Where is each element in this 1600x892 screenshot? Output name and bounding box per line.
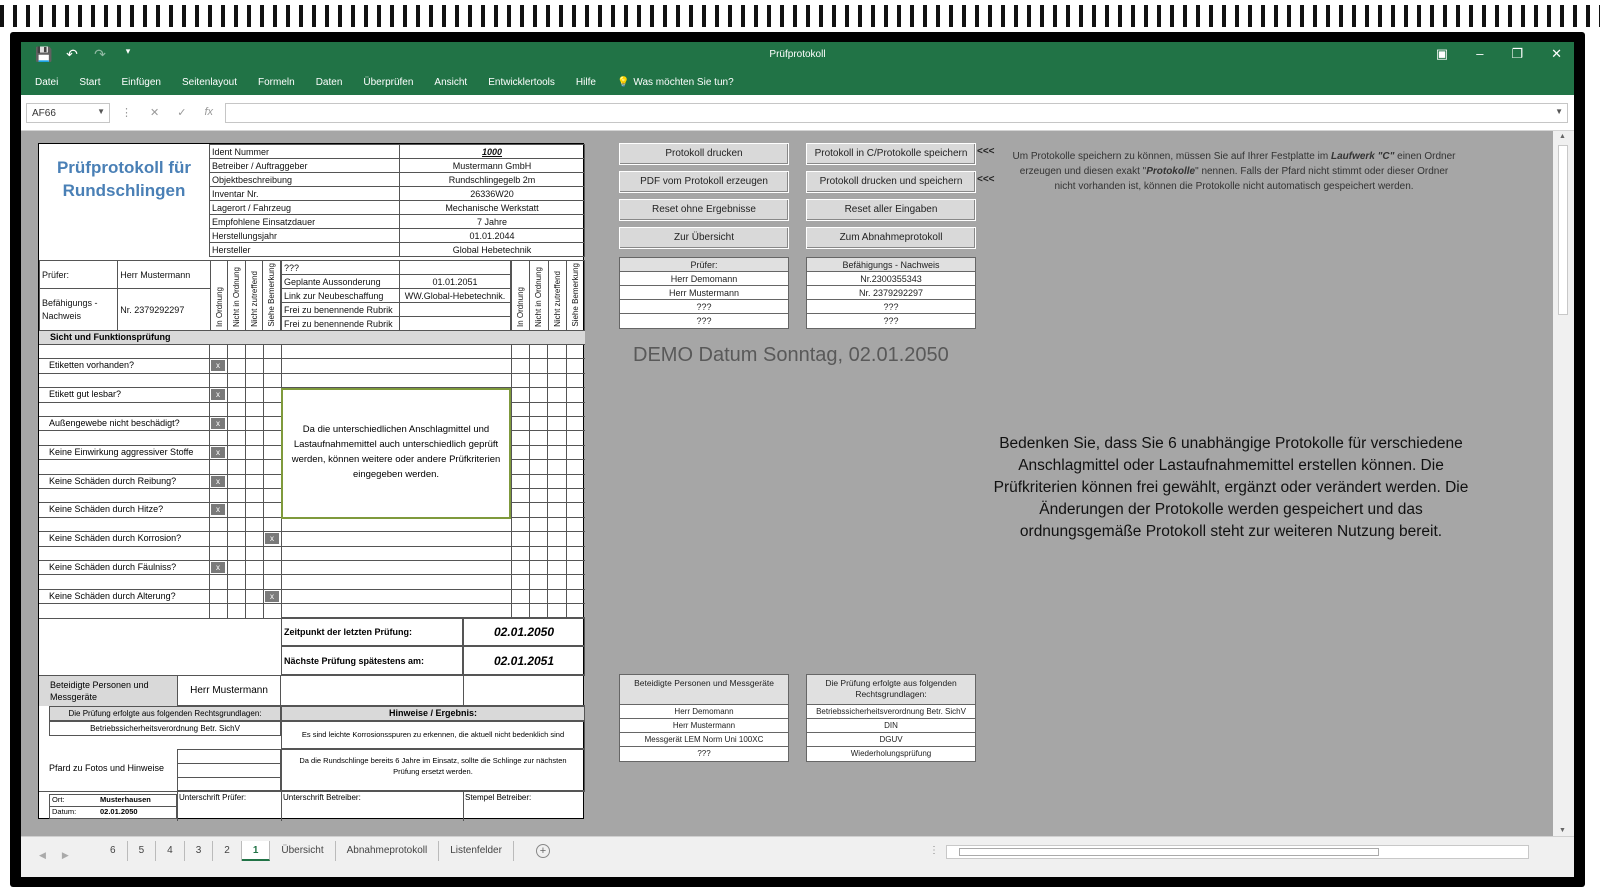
hint-2[interactable]: Da die Rundschlinge bereits 6 Jahre im Einsatz, sollte die Schlinge zur nächsten Prüfung ersetzt werden. xyxy=(281,749,585,791)
col-header-ok: In Ordnung xyxy=(214,286,224,327)
extra-table xyxy=(281,260,511,331)
extra-row xyxy=(282,275,511,289)
scroll-down-icon[interactable]: ▼ xyxy=(1559,827,1566,834)
last-check-value[interactable]: 02.01.2050 xyxy=(463,617,585,646)
sig-betreiber[interactable]: Unterschrift Betreiber: xyxy=(281,792,463,821)
check-mark[interactable]: x xyxy=(211,418,225,429)
menu-datei[interactable]: Datei xyxy=(35,77,59,88)
next-check-value[interactable]: 02.01.2051 xyxy=(463,646,585,675)
info-row xyxy=(210,173,585,187)
function-icon[interactable]: fx xyxy=(204,106,213,118)
sheet-tab[interactable]: 4 xyxy=(156,841,185,861)
hints-header: Hinweise / Ergebnis: xyxy=(281,706,585,721)
list-item[interactable]: Herr Demomann xyxy=(620,705,788,719)
list-item[interactable]: Wiederholungsprüfung xyxy=(850,749,932,758)
protocol-sheet xyxy=(38,143,584,819)
undo-icon[interactable]: ↶ xyxy=(66,46,78,62)
info-row xyxy=(210,243,585,257)
list-item[interactable]: ??? xyxy=(620,300,788,314)
col-header-not-ok: Nicht in Ordnung xyxy=(232,266,242,327)
list-item[interactable]: ??? xyxy=(697,749,711,758)
list-item[interactable]: Herr Demomann xyxy=(620,272,788,286)
sig-pruefer[interactable]: Unterschrift Prüfer: xyxy=(177,792,281,821)
befaehigung-list xyxy=(806,257,976,329)
tab-prev-icon[interactable]: ◀ xyxy=(39,850,46,860)
menu-ueberpruefen[interactable]: Überprüfen xyxy=(363,77,414,88)
menu-daten[interactable]: Daten xyxy=(315,77,343,88)
info-label: Ident Nummer xyxy=(210,145,400,159)
ribbon xyxy=(21,42,1574,95)
sheet-tab[interactable]: 3 xyxy=(185,841,214,861)
check-mark[interactable]: x xyxy=(211,360,225,371)
name-box[interactable] xyxy=(26,103,110,123)
list-header: Befähigungs - Nachweis xyxy=(807,258,975,272)
extra-value[interactable] xyxy=(400,261,511,275)
worksheet-area[interactable] xyxy=(21,131,1553,836)
info-box-text: Da die unterschiedlichen Anschlagmittel und Lastaufnahmemittel auch unterschiedlich geprüft werden, können weitere oder andere Prüfkriterien eingegeben werden. xyxy=(291,424,501,480)
check-mark[interactable]: x xyxy=(265,591,279,602)
tab-nav xyxy=(39,850,69,861)
check-mark[interactable]: x xyxy=(211,562,225,573)
menu-einfuegen[interactable]: Einfügen xyxy=(121,77,161,88)
sheet-tab[interactable]: Übersicht xyxy=(270,841,335,861)
tab-next-icon[interactable]: ▶ xyxy=(61,850,69,860)
list-item[interactable]: ??? xyxy=(807,300,975,314)
window-controls xyxy=(1436,46,1562,62)
chevron-down-icon: ▼ xyxy=(97,107,105,116)
big-note: Bedenken Sie, dass Sie 6 unabhängige Protokolle für verschiedene Anschlagmittel oder Lastaufnahmemittel erstellen können. Die Prüfkriterien können frei gewählt, ergänzt oder verändert werden. Die Änderungen der Protokolle werden gespeichert und das ordnungsgemäße Protokoll steht zur weiteren Nutzung bereit. xyxy=(993,435,1469,540)
print-button[interactable]: Protokoll drucken xyxy=(619,143,789,165)
info-table xyxy=(209,144,585,257)
menu-formeln[interactable]: Formeln xyxy=(258,77,295,88)
demo-date: DEMO Datum Sonntag, 02.01.2050 xyxy=(633,344,949,366)
cancel-icon[interactable]: ✕ xyxy=(150,107,160,119)
ribbon-display-icon[interactable]: ▣ xyxy=(1435,46,1449,61)
info-label: Hersteller xyxy=(210,243,400,257)
split-handle-icon[interactable]: ⋮ xyxy=(929,845,939,856)
sheet-tabs-bar xyxy=(21,836,1574,877)
check-mark[interactable]: x xyxy=(211,389,225,400)
extra-label: Frei zu benennende Rubrik xyxy=(282,317,400,331)
hscroll-thumb[interactable] xyxy=(959,848,1379,856)
legal-header: Die Prüfung erfolgte aus folgenden Rechtsgrundlagen: xyxy=(49,706,281,721)
reset-no-results-button[interactable]: Reset ohne Ergebnisse xyxy=(619,199,789,221)
list-header: Beteidigte Personen und Messgeräte xyxy=(620,675,788,705)
persons-value[interactable]: Herr Mustermann xyxy=(177,676,281,706)
info-value[interactable]: 7 Jahre xyxy=(400,215,585,229)
section-header xyxy=(39,330,585,345)
check-row xyxy=(39,575,585,589)
persons-label: Beteidigte Personen und Messgeräte xyxy=(39,676,177,706)
customize-qat-icon[interactable]: ▾ xyxy=(125,46,131,56)
tab-row xyxy=(99,841,550,861)
check-label: Keine Schäden durch Hitze? xyxy=(49,504,207,514)
info-label: Inventar Nr. xyxy=(210,187,400,201)
info-row xyxy=(210,187,585,201)
stempel[interactable]: Stempel Betreiber: xyxy=(463,792,585,821)
check-mark[interactable]: x xyxy=(265,533,279,544)
date-block xyxy=(281,617,585,675)
menu-bar xyxy=(21,70,1574,95)
sheet-tab[interactable]: 1 xyxy=(242,841,271,861)
redo-icon[interactable]: ↷ xyxy=(94,46,106,62)
overview-button[interactable]: Zur Übersicht xyxy=(619,227,789,249)
menu-hilfe[interactable]: Hilfe xyxy=(575,77,596,88)
info-value[interactable]: Rundschlingegelb 2m xyxy=(400,173,585,187)
list-item[interactable]: Nr.2300355343 xyxy=(807,272,975,286)
spiral-binding xyxy=(0,0,1600,32)
lightbulb-icon: 💡 xyxy=(616,77,630,88)
info-row xyxy=(210,229,585,243)
expand-formula-icon[interactable]: ▼ xyxy=(1555,107,1563,116)
check-label: Keine Schäden durch Fäulniss? xyxy=(49,562,207,572)
title-bar xyxy=(21,42,1574,70)
extra-value[interactable]: WW.Global-Hebetechnik. xyxy=(400,289,511,303)
col-header-na: Nicht zutreffend xyxy=(249,270,259,327)
formula-icons xyxy=(121,106,213,119)
info-value[interactable]: Mechanische Werkstatt xyxy=(400,201,585,215)
tell-me-label: Was möchten Sie tun? xyxy=(633,77,734,88)
tell-me[interactable] xyxy=(617,77,734,88)
check-label: Keine Einwirkung aggressiver Stoffe xyxy=(49,447,207,457)
legal-list xyxy=(806,674,976,762)
info-value[interactable]: Global Hebetechnik xyxy=(400,243,585,257)
befaehigung-label: Befähigungs - Nachweis xyxy=(40,289,118,331)
check-label: Etiketten vorhanden? xyxy=(49,360,207,370)
section-title: Sicht und Funktionsprüfung xyxy=(50,332,171,342)
check-label: Außengewebe nicht beschädigt? xyxy=(49,418,207,428)
arrow-marker-1: <<< xyxy=(977,146,995,157)
persons-list xyxy=(619,674,789,762)
extra-label: Frei zu benennende Rubrik xyxy=(282,303,400,317)
legal-value: Betriebssicherheitsverordnung Betr. SichV xyxy=(49,721,281,736)
minimize-icon[interactable]: – xyxy=(1476,46,1484,61)
check-row xyxy=(39,547,585,561)
col-header-remark: Siehe Bemerkung xyxy=(267,263,277,327)
info-label: Herstellungsjahr xyxy=(210,229,400,243)
menu-seitenlayout[interactable]: Seitenlayout xyxy=(181,77,238,88)
extra-label: Link zur Neubeschaffung xyxy=(282,289,400,303)
extra-value[interactable]: 01.01.2051 xyxy=(400,275,511,289)
scroll-up-icon[interactable]: ▲ xyxy=(1559,133,1566,140)
save-c-button[interactable]: Protokoll in C/Protokolle speichern xyxy=(806,143,976,165)
close-icon[interactable]: ✕ xyxy=(1551,46,1562,61)
info-row xyxy=(210,215,585,229)
add-sheet-icon[interactable]: + xyxy=(536,844,550,858)
menu-ansicht[interactable]: Ansicht xyxy=(434,77,468,88)
info-row xyxy=(210,201,585,215)
acceptance-button[interactable]: Zum Abnahmeprotokoll xyxy=(806,227,976,249)
check-row xyxy=(39,345,585,359)
arrow-marker-2: <<< xyxy=(977,174,995,185)
list-item[interactable]: Herr Mustermann xyxy=(620,719,788,733)
info-label: Lagerort / Fahrzeug xyxy=(210,201,400,215)
last-check-label: Zeitpunkt der letzten Prüfung: xyxy=(281,617,463,646)
extra-row xyxy=(282,261,511,275)
list-item[interactable]: Nr. 2379292297 xyxy=(807,286,975,300)
check-label: Etikett gut lesbar? xyxy=(49,389,207,399)
check-row xyxy=(39,374,585,388)
horizontal-scrollbar[interactable] xyxy=(946,845,1529,859)
befaehigung-value[interactable]: Nr. 2379292297 xyxy=(118,289,211,331)
photos-label: Pfard zu Fotos und Hinweise xyxy=(49,763,165,773)
list-header: Prüfer: xyxy=(620,258,788,272)
enter-icon[interactable]: ✓ xyxy=(177,107,187,119)
menu-start[interactable]: Start xyxy=(79,77,101,88)
list-item[interactable]: Messgerät LEM Norm Uni 100XC xyxy=(620,733,788,747)
list-header: Die Prüfung erfolgte aus folgenden Rechtsgrundlagen: xyxy=(807,675,975,705)
info-box xyxy=(281,388,511,519)
ort-label: Ort: xyxy=(52,795,65,804)
extra-row xyxy=(282,303,511,317)
scroll-thumb[interactable] xyxy=(1558,145,1568,315)
list-item[interactable]: DGUV xyxy=(807,733,975,747)
check-label: Keine Schäden durch Alterung? xyxy=(49,591,207,601)
info-value[interactable]: 26336W20 xyxy=(400,187,585,201)
formula-input[interactable] xyxy=(225,103,1568,123)
persons-row xyxy=(39,675,585,706)
save-icon[interactable]: 💾 xyxy=(35,46,53,62)
pruefer-table xyxy=(39,260,281,332)
photos-cells[interactable] xyxy=(177,749,281,791)
more-icon: ⋮ xyxy=(121,107,132,119)
info-label: Objektbeschreibung xyxy=(210,173,400,187)
datum-label: Datum: xyxy=(52,807,77,816)
list-item[interactable]: Herr Mustermann xyxy=(620,286,788,300)
col-header-remark-2: Siehe Bemerkung xyxy=(570,263,580,327)
name-box-value: AF66 xyxy=(32,108,56,119)
pruefer-value[interactable]: Herr Mustermann xyxy=(118,261,211,289)
extra-value[interactable] xyxy=(400,317,511,331)
sheet-tab[interactable]: Abnahmeprotokoll xyxy=(336,841,440,861)
window-title: Prüfprotokoll xyxy=(769,49,826,60)
sheet-tab[interactable]: 5 xyxy=(128,841,157,861)
print-save-button[interactable]: Protokoll drucken und speichern xyxy=(806,171,976,193)
sheet-tab[interactable]: 6 xyxy=(99,841,128,861)
pruefer-list xyxy=(619,257,789,329)
list-item[interactable]: ??? xyxy=(696,316,712,326)
check-mark[interactable]: x xyxy=(211,504,225,515)
info-row xyxy=(210,159,585,173)
menu-entwicklertools[interactable]: Entwicklertools xyxy=(488,77,555,88)
extra-row xyxy=(282,289,511,303)
extra-label: ??? xyxy=(282,261,400,275)
col-header-na-2: Nicht zutreffend xyxy=(552,270,562,327)
col-header-not-ok-2: Nicht in Ordnung xyxy=(534,266,544,327)
sheet-tab[interactable]: 2 xyxy=(213,841,242,861)
extra-row xyxy=(282,317,511,331)
check-mark[interactable]: x xyxy=(211,476,225,487)
extra-columns xyxy=(511,260,585,332)
ort-datum xyxy=(49,794,177,819)
pdf-button[interactable]: PDF vom Protokoll erzeugen xyxy=(619,171,789,193)
check-label: Keine Schäden durch Korrosion? xyxy=(49,533,207,543)
protocol-title: Prüfprotokoll für Rundschlingen xyxy=(56,158,192,200)
sheet-tab[interactable]: Listenfelder xyxy=(439,841,514,861)
excel-window xyxy=(21,42,1574,877)
col-header-ok-2: In Ordnung xyxy=(516,286,526,327)
check-mark[interactable]: x xyxy=(211,447,225,458)
formula-bar xyxy=(21,95,1574,131)
info-value[interactable]: Mustermann GmbH xyxy=(400,159,585,173)
pruefer-label: Prüfer: xyxy=(40,261,118,289)
list-item[interactable]: Betriebssicherheitsverordnung Betr. SichV xyxy=(807,705,975,719)
list-item[interactable]: DIN xyxy=(807,719,975,733)
info-value[interactable]: 1000 xyxy=(400,145,585,159)
info-value[interactable]: 01.01.2044 xyxy=(400,229,585,243)
check-label: Keine Schäden durch Reibung? xyxy=(49,476,207,486)
save-note: Um Protokolle speichern zu können, müssen Sie auf Ihrer Festplatte im Laufwerk "C" einen Ordner erzeugen und diesen exakt "Protokolle" nennen. Falls der Pfard nicht stimmt oder dieser Ordner nicht vorhanden ist, können die Protokolle nicht automatisch gespeichert werden. xyxy=(1012,151,1456,192)
extra-label: Geplante Aussonderung xyxy=(282,275,400,289)
info-label: Betreiber / Auftraggeber xyxy=(210,159,400,173)
next-check-label: Nächste Prüfung spätestens am: xyxy=(281,646,463,675)
signature-row xyxy=(39,791,585,820)
extra-value[interactable] xyxy=(400,303,511,317)
vertical-scrollbar[interactable] xyxy=(1553,131,1574,836)
info-row xyxy=(210,145,585,159)
info-label: Empfohlene Einsatzdauer xyxy=(210,215,400,229)
hint-1[interactable]: Es sind leichte Korrosionsspuren zu erkennen, die aktuell nicht bedenklich sind xyxy=(281,721,585,749)
check-row xyxy=(39,518,585,532)
datum-value[interactable]: 02.01.2050 xyxy=(100,807,138,816)
restore-icon[interactable]: ❐ xyxy=(1511,46,1524,61)
ort-value[interactable]: Musterhausen xyxy=(100,795,151,804)
list-item[interactable]: ??? xyxy=(883,316,899,326)
reset-all-button[interactable]: Reset aller Eingaben xyxy=(806,199,976,221)
